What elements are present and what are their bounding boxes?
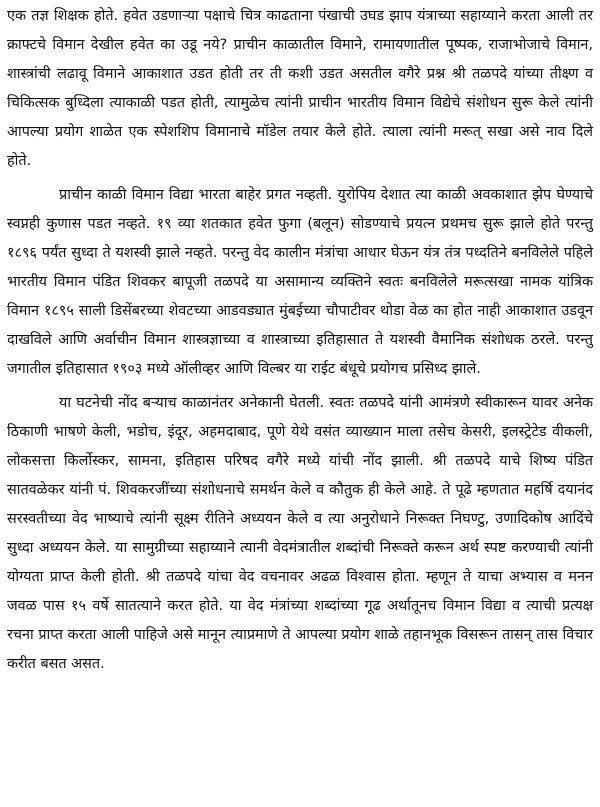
paragraph-3: या घटनेची नोंद बऱ्याच काळानंतर अनेकानी घेतली. स्वतः तळपदे यांनी आमंत्रणे स्वीकारून यावर अनेक ठिकाणी भाषणे केली, भडोच, इंदूर, अहमदाबाद, पूणे येथे वसंत व्याख्यान माला तसेच केसरी, इलस्ट्रेटेड वीकली, लोकसत्ता किर्लोस्कर, सामना, इतिहास परिषद वगैरे मध्ये यांची नोंद झाली. श्री तळपदे याचे शिष्य पंडित सातवळेकर यांनी पं. शिवकरजींच्या संशोधनाचे समर्थन केले व कौतुक ही केले आहे. ते पूढे म्हणतात महर्षि दयानंद सरस्वतीच्या वेद भाष्याचे त्यांनी सूक्ष्म रीतिने अध्ययन केले व त्या अनुरोधाने निरूक्त निघण्टु, उणादिकोष आदिंचे सुध्दा अध्ययन केले. या सामुग्रीच्या सहाय्याने त्यानी वेदमंत्रातील शब्दांची निरूक्ते करून अर्थ स्पष्ट करण्याची त्यांनी योग्यता प्राप्त केली होती. श्री तळपदे यांचा वेद वचनावर अढळ विश्वास होता. म्हणून ते याचा अभ्यास व मनन जवळ पास १५ वर्षे सातत्याने करत होते. या वेद मंत्रांच्या शब्दांच्या गूढ अर्थातूनच विमान विद्या व त्याची प्रत्यक्ष रचना प्राप्त करता आली पाहिजे असे मानून त्याप्रमाणे ते आपल्या प्रयोग शाळे तहानभूक विसरून तासन् तास विचार करीत बसत असत. — [7, 395, 593, 672]
paragraph-1: एक तज्ञ शिक्षक होते. हवेत उडणाऱ्या पक्षाचे चित्र काढताना पंखाची उघड झाप यंत्राच्या सहाय्याने करता आली तर क्राफ्टचे विमान देखील हवेत का उडू नये? प्राचीन काळातील विमाने, रामायणातील पूष्पक, राजाभोजाचे विमान, शास्त्रांची लढावू विमाने आकाशात उडत होती तर ती कशी उडत असतील वगैरे प्रश्न श्री तळपदे यांच्या तीक्ष्ण व चिकित्सक बुध्दिला त्याकाळी पडत होती, त्यामुळेच त्यांनी प्राचीन भारतीय विमान विद्येचे संशोधन सुरू केले त्यांनी आपल्या प्रयोग शाळेत एक स्पेशशिप विमानाचे मॉडेल तयार केले होते. त्याला त्यांनी मरूत् सखा असे नाव दिले होते. — [7, 8, 593, 169]
paragraph-2: प्राचीन काळी विमान विद्या भारता बाहेर प्रगत नव्हती. युरोपिय देशात त्या काळी अवकाशात झेप घेण्याचे स्वप्नही कुणास पडत नव्हते. १९ व्या शतकात हवेत फुगा (बलून) सोडण्याचे प्रयत्न प्रथमच सुरू झाले होते परन्तु १८९६ पर्यंत सुध्दा ते यशस्वी झाले नव्हते. परन्तु वेद कालीन मंत्रांचा आधार घेऊन यंत्र तंत्र पध्दतिने बनविलेले पहिले भारतीय विमान पंडित शिवकर बापूजी तळपदे या असामान्य व्यक्तिने स्वतः बनविलेले मरूत्सखा नामक यांत्रिक विमान १८९५ साली डिसेंबरच्या शेवटच्या आडवड्यात मुंबईच्या चौपाटीवर थोडा वेळ का होत नाही आकाशात उडवून दाखविले आणि अर्वाचीन विमान शास्त्रज्ञाच्या व शास्त्राच्या इतिहासात ते यशस्वी वैमानिक संशोधक ठरले. परन्तु जगातील इतिहासात १९०३ मध्ये ऑलीव्हर आणि विल्बर या राईट बंधूचे प्रयोगच प्रसिध्द झाले. — [7, 187, 593, 377]
